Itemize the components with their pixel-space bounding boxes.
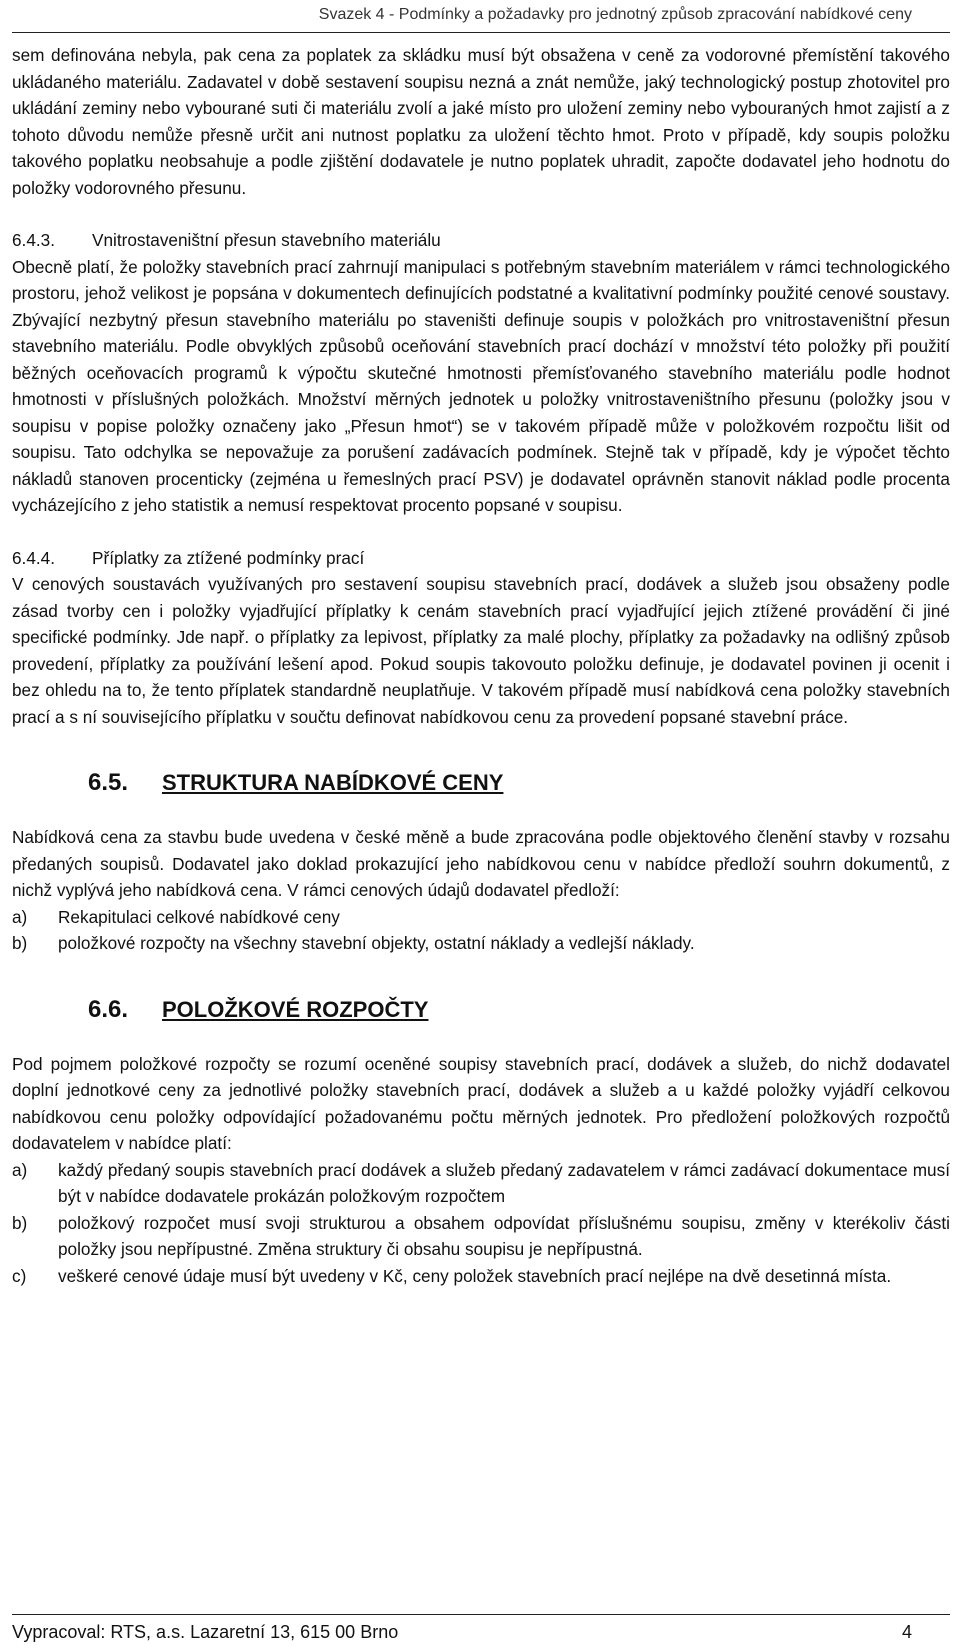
page-footer — [12, 1614, 950, 1649]
section-6-5-list — [12, 904, 950, 957]
section-6-4-3-heading — [12, 227, 950, 254]
section-6-4-4-text: V cenových soustavách využívaných pro sestavení soupisu stavebních prací, dodávek a služeb jsou obsaženy podle zásad tvorby cen i položky vyjadřující příplatky k cenám stavebních prací vyjadřující jejich ztížené provádění či jiné specifické podmínky. Jde např. o příplatky za lepivost, příplatky za malé plochy, příplatky za požadavky na odlišný způsob provedení, příplatky za používání lešení apod. Pokud soupis takovouto položku definuje, je dodavatel povinen ji ocenit i bez ohledu na to, že tento příplatek standardně neuplatňuje. V takovém případě musí nabídková cena položky stavebních prací a s ní souvisejícího příplatku v součtu definovat nabídkovou cenu za provedení popsané stavební práce. — [12, 574, 950, 727]
list-marker: b) — [12, 1212, 28, 1233]
section-title: Příplatky za ztížené podmínky prací — [92, 547, 365, 568]
list-text: položkové rozpočty na všechny stavební objekty, ostatní náklady a vedlejší náklady. — [58, 933, 695, 953]
list-text: každý předaný soupis stavebních prací dodávek a služeb předaný zadavatelem v rámci zadávací dokumentace musí být v nabídce dodavatele prokázán položkovým rozpočtem — [58, 1159, 950, 1206]
section-6-5-heading — [12, 768, 950, 798]
section-number: 6.6. — [88, 995, 129, 1023]
list-item — [12, 1210, 950, 1263]
page-number: 4 — [901, 1622, 912, 1642]
list-text: Rekapitulaci celkové nabídkové ceny — [58, 906, 340, 927]
section-number: 6.4.4. — [12, 547, 56, 568]
list-marker: a) — [12, 1159, 28, 1180]
section-6-5-text: Nabídková cena za stavbu bude uvedena v české měně a bude zpracována podle objektového členění stavby v rozsahu předaných soupisů. Dodavatel jako doklad prokazující jeho nabídkovou cenu v nabídce předloží souhrn dokumentů, z nichž vyplývá jeho nabídková cena. V rámci cenových údajů dodavatel předloží: — [12, 827, 950, 900]
section-title: POLOŽKOVÉ ROZPOČTY — [162, 996, 429, 1022]
list-text: veškeré cenové údaje musí být uvedeny v Kč, ceny položek stavebních prací nejlépe na dvě desetinná místa. — [58, 1265, 892, 1286]
page-header — [12, 0, 950, 33]
list-text: položkový rozpočet musí svoji strukturou a obsahem odpovídat příslušnému soupisu, změny v kterékoliv části položky jsou nepřípustné. Změna struktury či obsahu soupisu je nepřípustná. — [58, 1212, 950, 1259]
section-6-4-3-text: Obecně platí, že položky stavebních prací zahrnují manipulaci s potřebným stavebním materiálem v rámci technologického prostoru, jehož velikost je popsána v dokumentech definujících podstatné a kvalitativní podmínky použité cenové soustavy. Zbývající nezbytný přesun stavebního materiálu po staveništi definuje soupis v položkách pro vnitrostaveništní přesun stavebního materiálu. Podle obvyklých způsobů oceňování stavebních prací dochází v množství této položky při použití běžných oceňovacích programů k výpočtu skutečné hmotnosti přemísťovaného stavebního materiálu podle hodnot hmotnosti v příslušných položkách. Množství měrných jednotek u položky vnitrostaveništního přesunu (položky jsou v soupisu v popise položky označeny jako „Přesun hmot“) se v takovém případě může v položkovém rozpočtu lišit od soupisu. Tato odchylka se nepovažuje za porušení zadávacích podmínek. Stejně tak v případě, kdy je výpočet těchto nákladů stanoven procenticky (zejména u řemeslných prací PSV) je dodavatel oprávněn stanovit náklad podle procenta vycházejícího z jeho statistik a nemusí respektovat procento popsané v soupisu. — [12, 256, 950, 515]
intro-paragraph: sem definována nebyla, pak cena za poplatek za skládku musí být obsažena v ceně za vodorovné přemístění takového ukládaného materiálu. Zadavatel v době sestavení soupisu nezná a znát nemůže, jaký technologický postup zhotovitel pro ukládání zeminy nebo vybourané suti či materiálu zvolí a jaké místo pro uložení zeminy nebo vybouraných hmot zajistí a z tohoto důvodu nemůže přesně určit ani nutnost poplatku za uložení těchto hmot. Proto v případě, kdy soupis položku takového poplatku neobsahuje a podle zjištění dodavatele je nutno poplatek uhradit, započte dodavatel jeho hodnotu do položky vodorovného přesunu. — [12, 45, 950, 198]
section-6-4-4-heading — [12, 545, 950, 572]
list-item — [12, 904, 950, 931]
list-marker: c) — [12, 1265, 27, 1286]
section-title: STRUKTURA NABÍDKOVÉ CENY — [162, 770, 504, 795]
list-item — [12, 1263, 950, 1290]
section-6-6-heading — [12, 995, 950, 1025]
list-item — [12, 1157, 950, 1210]
footer-author: Vypracoval: RTS, a.s. Lazaretní 13, 615 00 Brno — [12, 1622, 399, 1642]
list-marker: b) — [12, 933, 28, 953]
section-6-6-text: Pod pojmem položkové rozpočty se rozumí oceněné soupisy stavebních prací, dodávek a služeb, do nichž dodavatel doplní jednotkové ceny za jednotlivé položky stavebních prací, dodávek a služeb a u každé položky vyjádří celkovou nabídkovou cenu položky odpovídající požadovanému počtu měrných jednotek. Pro předložení položkových rozpočtů dodavatelem v nabídce platí: — [12, 1053, 950, 1153]
header-text: Svazek 4 - Podmínky a požadavky pro jednotný způsob zpracování nabídkové ceny — [318, 6, 912, 23]
document-body — [12, 42, 950, 1289]
section-number: 6.5. — [88, 769, 129, 796]
section-title: Vnitrostaveništní přesun stavebního materiálu — [92, 230, 441, 250]
list-marker: a) — [12, 906, 28, 927]
list-item — [12, 930, 950, 957]
section-number: 6.4.3. — [12, 230, 56, 250]
section-6-6-list — [12, 1157, 950, 1290]
